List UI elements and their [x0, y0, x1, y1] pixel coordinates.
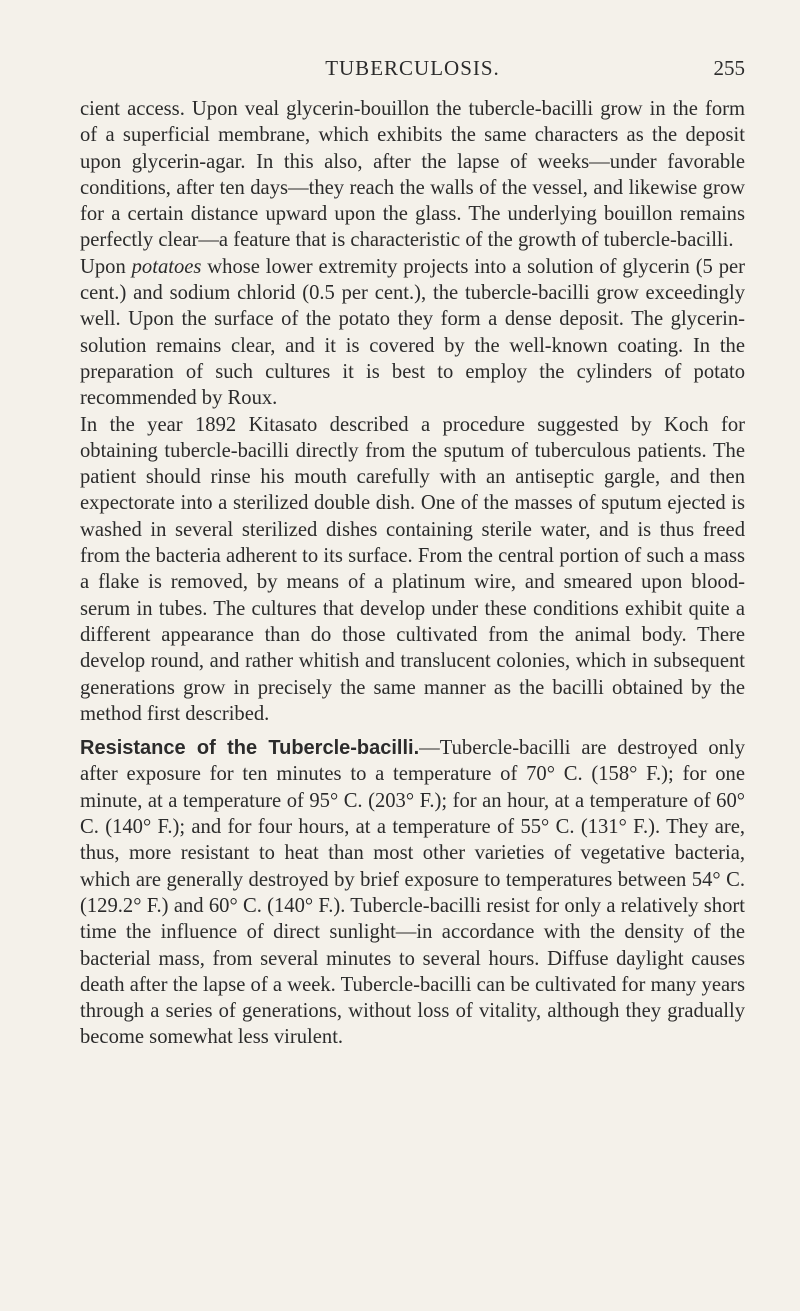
paragraph-potatoes: [80, 254, 745, 412]
paragraph-glycerin-bouillon: cient access. Upon veal glycerin-bouillon the tubercle-bacilli grow in the form of a superficial membrane, which exhibits the same characters as the deposit upon glycerin-agar. In this also, after the lapse of weeks—under favorable conditions, after ten days—they reach the walls of the vessel, and likewise grow for a certain distance upward upon the glass. The underlying bouillon remains perfectly clear—a feature that is characteristic of the growth of tubercle-bacilli.: [80, 98, 745, 252]
section-text: —Tubercle-bacilli are destroyed only after exposure for ten minutes to a temperature of 70° C. (158° F.); for one minute, at a temperature of 95° C. (203° F.); for an hour, at a temperature of 60° C. (140° F.); and for four hours, at a temperature of 55° C. (131° F.). They are, thus, more resistant to heat than most other varieties of vegetative bacteria, which are generally destroyed by brief exposure to temperatures between 54° C. (129.2° F.) and 60° C. (140° F.). Tubercle-bacilli resist for only a relatively short time the influence of direct sunlight—in accordance with the density of the bacterial mass, from several minutes to several hours. Diffuse daylight causes death after the lapse of a week. Tubercle-bacilli can be cultivated for many years through a series of generations, without loss of vitality, although they gradually become somewhat less virulent.: [80, 737, 745, 1049]
body-text: [80, 96, 745, 1051]
paragraph-resistance: [80, 735, 745, 1051]
potatoes-term: potatoes: [131, 255, 202, 278]
section-heading: Resistance of the Tubercle-bacilli.: [80, 737, 420, 760]
running-head: TUBERCULOSIS.: [325, 56, 500, 80]
paragraph-potatoes-rest: whose lower extremity projects into a solution of glycerin (5 per cent.) and sodium chlorid (0.5 per cent.), the tubercle-bacilli grow exceedingly well. Upon the surface of the potato they form a dense deposit. The glycerin-solution remains clear, and it is covered by the well-known coating. In the preparation of such cultures it is best to employ the cylinders of potato recommended by Roux.: [80, 255, 745, 410]
paragraph-potatoes-lead: Upon: [80, 255, 132, 278]
page-header: [80, 56, 745, 86]
page-number: 255: [713, 56, 745, 80]
paragraph-kitasato: In the year 1892 Kitasato described a procedure suggested by Koch for obtaining tubercle-bacilli directly from the sputum of tuberculous patients. The patient should rinse his mouth carefully with an antiseptic gargle, and then expectorate into a sterilized double dish. One of the masses of sputum ejected is washed in several sterilized dishes containing sterile water, and is thus freed from the bacteria adherent to its surface. From the central portion of such a mass a flake is removed, by means of a platinum wire, and smeared upon blood-serum in tubes. The cultures that develop under these conditions exhibit quite a different appearance than do those cultivated from the animal body. There develop round, and rather whitish and translucent colonies, which in subsequent generations grow in precisely the same manner as the bacilli obtained by the method first described.: [80, 413, 745, 725]
